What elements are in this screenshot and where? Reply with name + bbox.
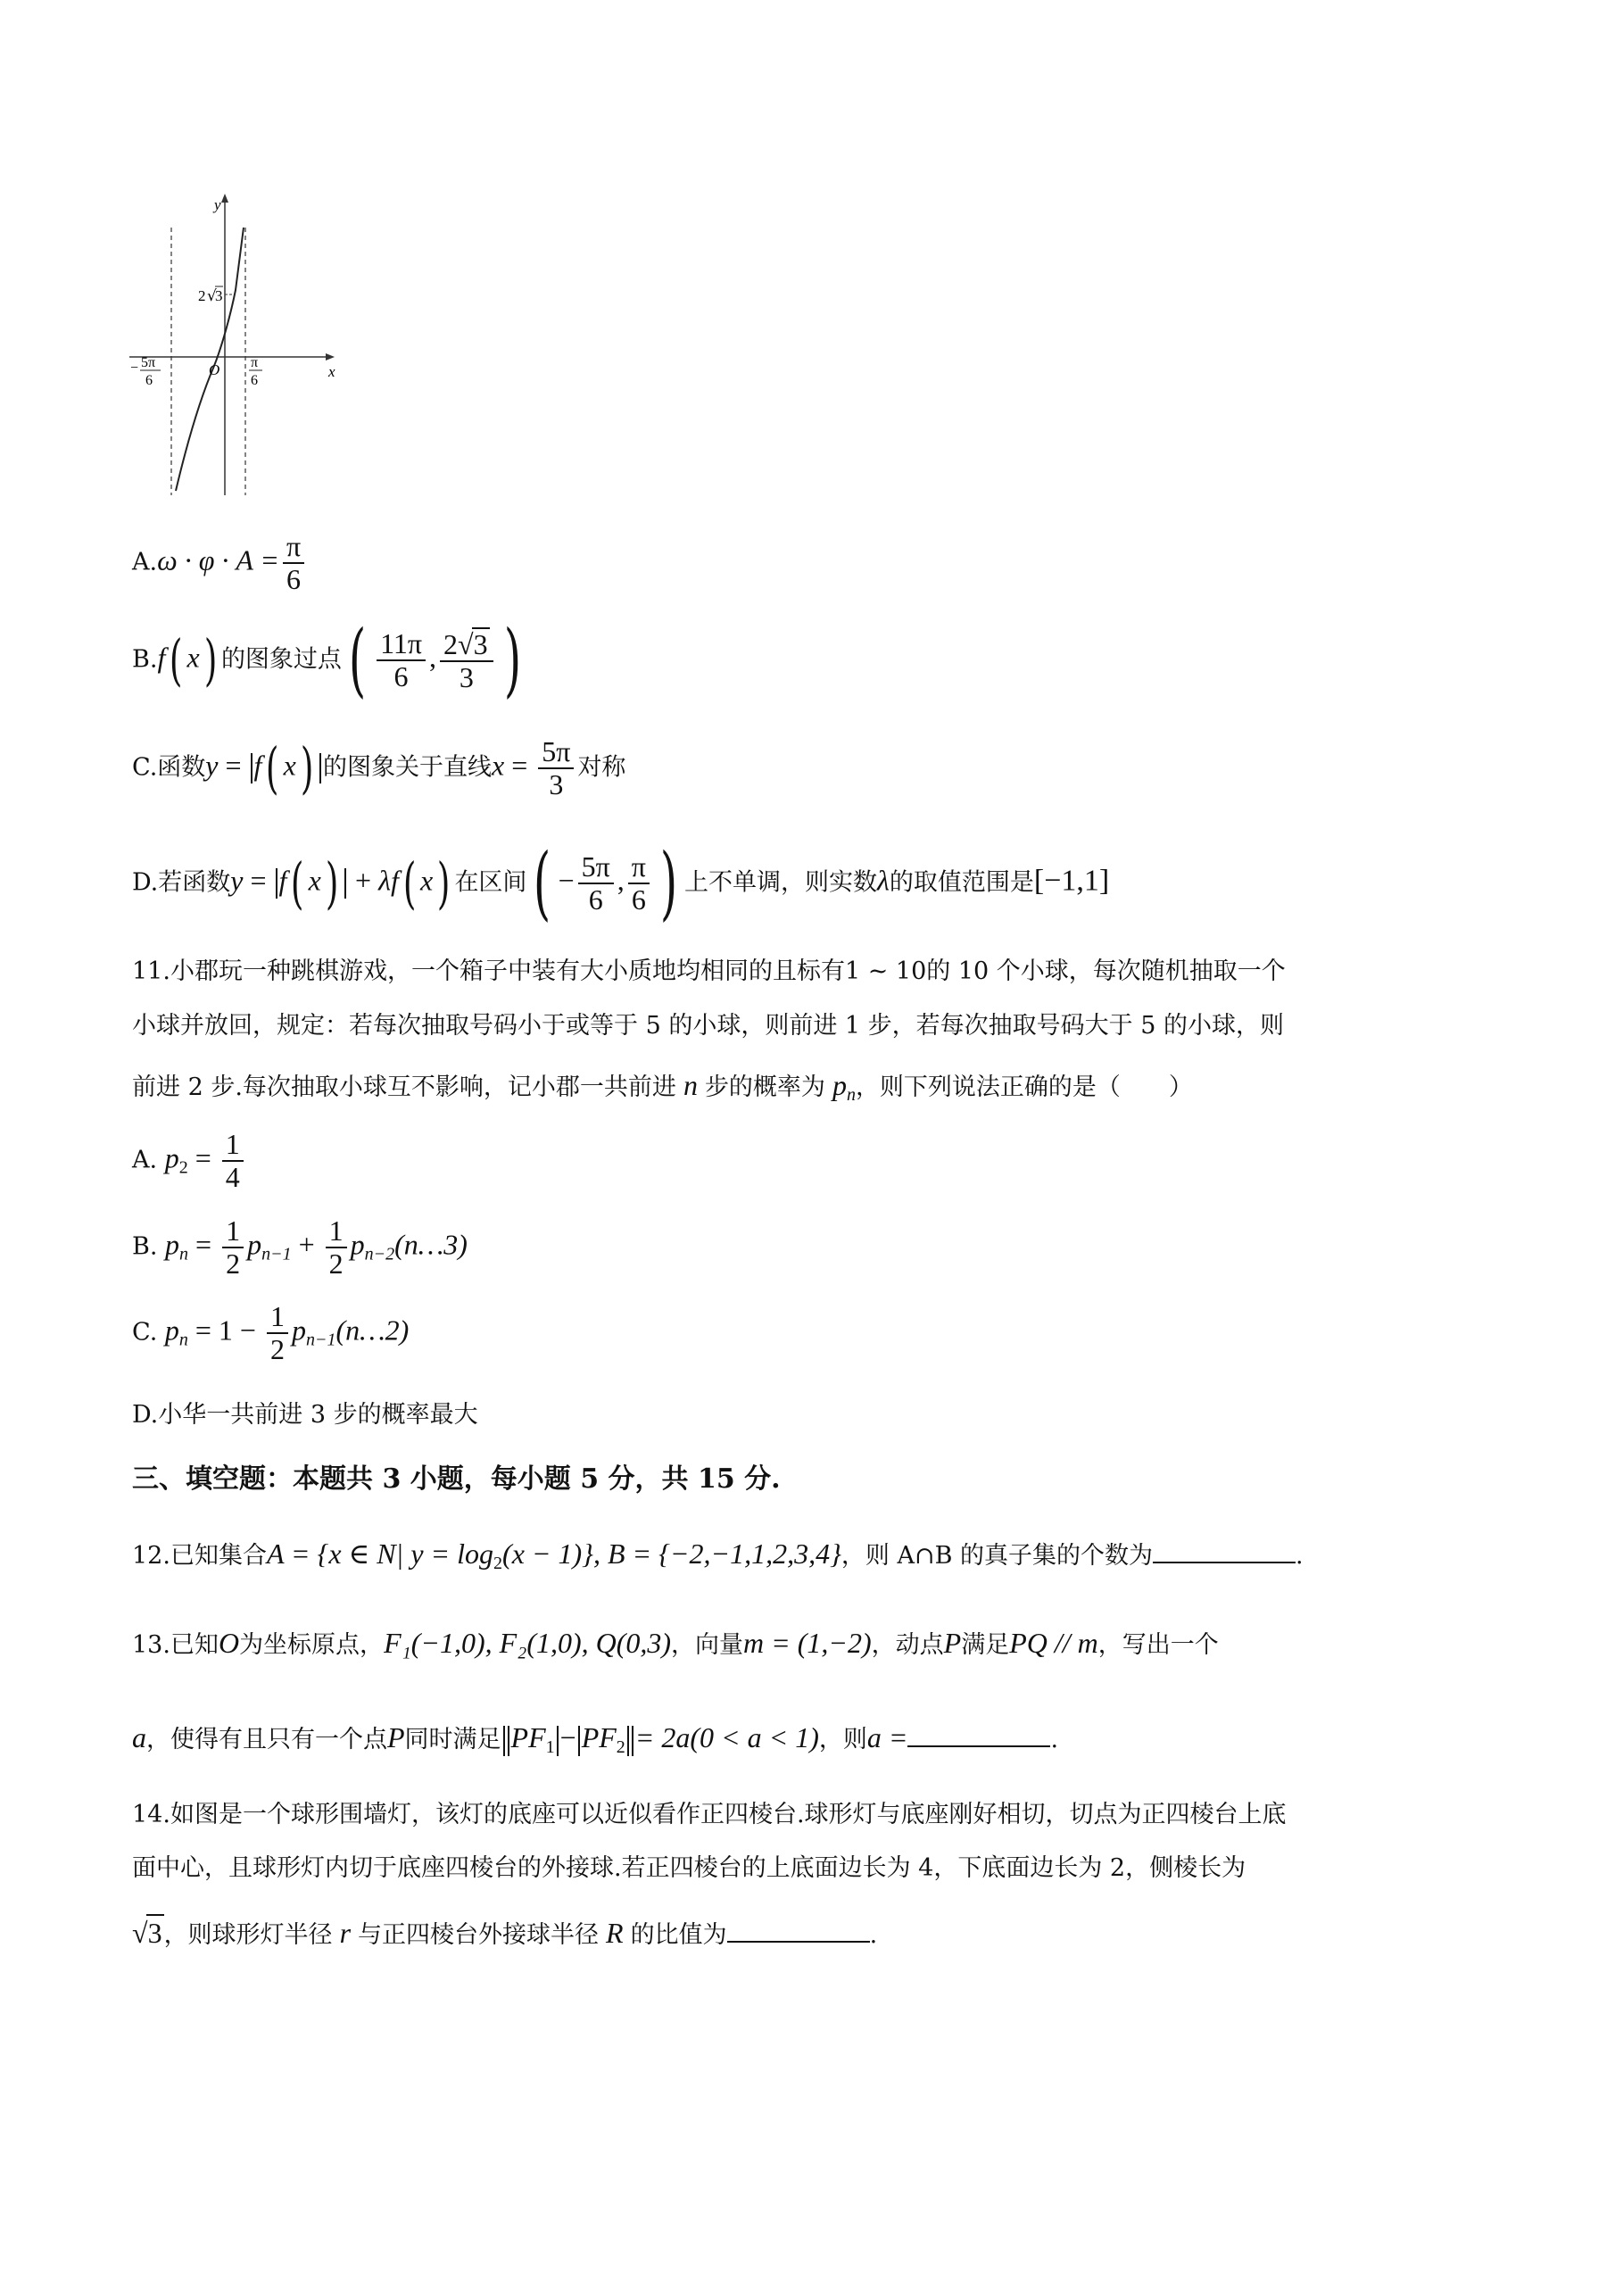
q10-option-b: B.f( x) 的图象过点( $\frac{11\pi}{6}$ , $\frac{2√3}{3}$ ) bbox=[132, 613, 521, 707]
x-axis-arrow bbox=[326, 353, 335, 361]
y-mark-num: 2 bbox=[198, 287, 206, 304]
q11-stem-line-1: 11.小郡玩一种跳棋游戏，一个箱子中装有大小质地均相同的且标有1 ~ 10的 10 个小球，每次随机抽取一个 bbox=[132, 957, 1286, 985]
y-mark-rad: 3 bbox=[215, 287, 223, 304]
q12-stem: 12.已知集合A = {x ∈ N| $y = \log_2(x - 1)$}, B = {−2,−1,1,2,3,4}，则 A∩B 的真子集的个数为 . bbox=[132, 1538, 1304, 1573]
q10-option-c: C.函数y = f( x) 的图象关于直线x = $\frac{5\pi}{3}$ 对称 bbox=[132, 735, 626, 801]
q13-stem-line-1: 13.已知O为坐标原点，F₁(−1,0), F₂(1,0), Q(0,3)，向量m = (1,−2)，动点P满足PQ // m，写出一个 bbox=[132, 1627, 1219, 1659]
q11-option-d: D.小华一共前进 3 步的概率最大 bbox=[132, 1401, 478, 1429]
q11-option-a: A. $p_2$ = $\frac{1}{4}$ bbox=[132, 1129, 247, 1193]
right-tick-num: π bbox=[251, 355, 259, 370]
q14-stem-line-2: 面中心，且球形灯内切于底座四棱台的外接球.若正四棱台的上底面边长为 4，下底面边长为 2，侧棱长为 bbox=[132, 1854, 1246, 1882]
q14-answer-blank[interactable] bbox=[727, 1940, 870, 1943]
x-label: x bbox=[328, 363, 335, 380]
q11-option-c: C. $p_n = 1$ − $\frac{1}{2}$ $p_{n-1}(n\dots 2)$ bbox=[132, 1300, 410, 1366]
q10-option-d: D.若函数y = f( x) + λf( x) 在区间( − $\frac{5\pi}{6}$ , $\frac{\pi}{6}$ ) 上不单调，则实数λ的取值范围是[−1,1] bbox=[132, 836, 1110, 930]
y-mark-radical-sign: √ bbox=[207, 287, 217, 305]
q11-stem-line-3: 前进 2 步.每次抽取小球互不影响，记小郡一共前进 n 步的概率为 $p_n$，则下列说法正确的是（ ） bbox=[132, 1069, 1193, 1105]
origin-label: O bbox=[209, 361, 220, 378]
q11-option-b: B. $p_n$ = $\frac{1}{2}$ $p_{n-1}$ + $\frac{1}{2}$ $p_{n-2}(n\dots 3)$ bbox=[132, 1214, 468, 1281]
q12-answer-blank[interactable] bbox=[1153, 1561, 1296, 1563]
q10-option-a: A.ω · φ · A = $\frac{\pi}{6}$ bbox=[132, 531, 308, 595]
left-tick-den: 6 bbox=[145, 373, 153, 388]
left-tick-num: 5π bbox=[141, 355, 156, 370]
q13-answer-blank[interactable] bbox=[907, 1745, 1050, 1747]
y-label: y bbox=[214, 196, 221, 213]
y-axis-arrow bbox=[221, 194, 228, 203]
function-curve bbox=[176, 228, 244, 491]
q13-stem-line-2: a，使得有且只有一个点P同时满足 $PF_1 - PF_2 = 2a(0 < a < 1)$，则a = . bbox=[132, 1721, 1059, 1757]
left-tick-sign: − bbox=[130, 361, 139, 376]
function-graph bbox=[125, 192, 348, 500]
q11-stem-line-2: 小球并放回，规定：若每次抽取号码小于或等于 5 的小球，则前进 1 步，若每次抽取号码大于 5 的小球，则 bbox=[132, 1012, 1285, 1040]
q10-a-fraction: $\frac{\pi}{6}$ bbox=[283, 531, 304, 595]
q14-stem-line-1: 14.如图是一个球形围墙灯，该灯的底座可以近似看作正四棱台.球形灯与底座刚好相切，切点为正四棱台上底 bbox=[132, 1801, 1287, 1828]
right-tick-den: 6 bbox=[251, 373, 258, 388]
section-heading: 三、填空题：本题共 3 小题，每小题 5 分，共 15 分. bbox=[132, 1463, 781, 1495]
q14-stem-line-3: √3，则球形灯半径 r 与正四棱台外接球半径 R 的比值为 . bbox=[132, 1914, 877, 1950]
